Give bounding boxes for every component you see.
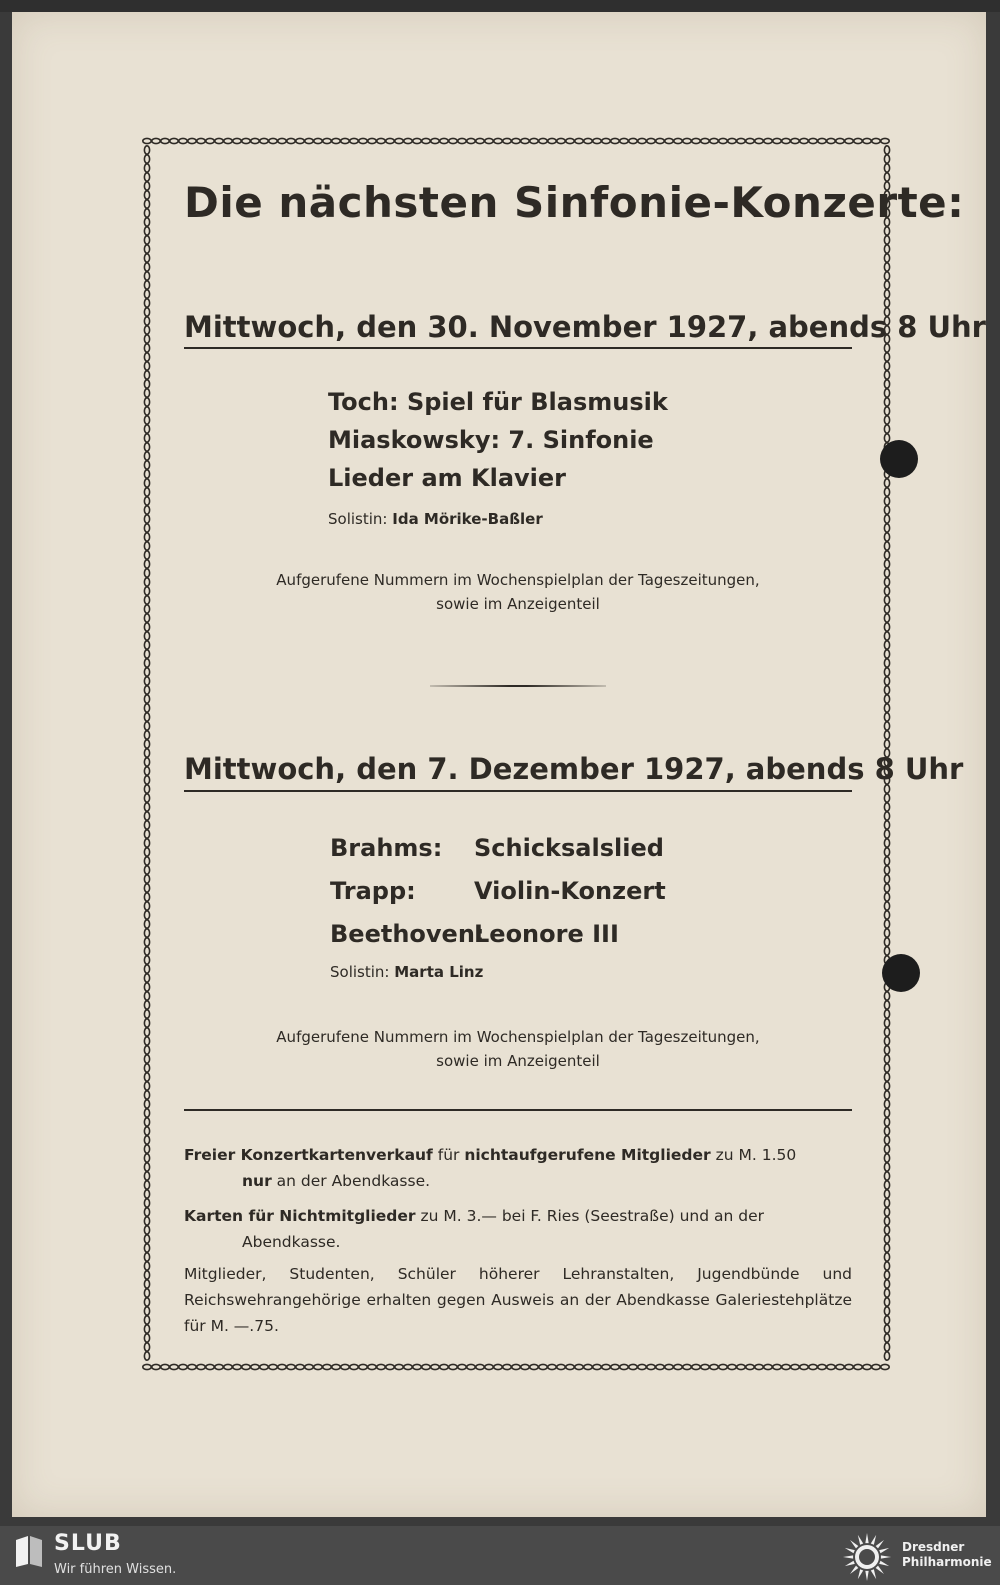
composer: Toch: [328,388,399,416]
concert-2-note [184,1025,852,1073]
scan-top-edge [0,0,1000,12]
concert-1-date: Mittwoch, den 30. November 1927, abends 8 Uhr [184,310,986,344]
info-paragraph-1 [184,1142,852,1194]
note-line-1: Aufgerufene Nummern im Wochenspielplan der Tageszeitungen, [276,1028,760,1046]
info-paragraph-3: Mitglieder, Studenten, Schüler höherer Lehranstalten, Jugendbünde und Reichswehrangehörige erhalten gegen Ausweis an der Abendkasse Galeriestehplätze für M. —.75. [184,1265,852,1335]
info-1-bold-b: nichtaufgerufene Mitglieder [464,1146,711,1164]
concert-2-date: Mittwoch, den 7. Dezember 1927, abends 8 Uhr [184,752,964,786]
dresdner-philharmonie-sun-icon [842,1532,892,1582]
note-line-2: sowie im Anzeigenteil [436,1052,600,1070]
note-line-1: Aufgerufene Nummern im Wochenspielplan der Tageszeitungen, [276,571,760,589]
work: Lieder am Klavier [328,464,567,492]
soloist-label: Solistin: [328,510,388,528]
concert-1-note [184,568,852,616]
info-2-bold: Karten für Nichtmitglieder [184,1207,416,1225]
slub-book-icon [14,1534,44,1568]
brand-line-1: Dresdner [902,1540,965,1554]
info-paragraph-2 [184,1203,852,1255]
concert-1-item-2 [328,426,654,454]
concert-2-item-3-work: Leonore III [474,920,619,948]
info-divider [184,1109,852,1111]
slub-tagline: Wir führen Wissen. [54,1562,177,1577]
page-title: Die nächsten Sinfonie-Konzerte: [184,178,965,227]
concert-2-item-1-composer: Brahms: [330,834,443,862]
concert-2-item-2-composer: Trapp: [330,877,416,905]
soloist-label: Solistin: [330,963,390,981]
slub-brand[interactable]: SLUB [54,1531,122,1556]
info-1-bold-a: Freier Konzertkartenverkauf [184,1146,433,1164]
punch-hole-top [880,440,918,478]
info-1-bold-c: nur [242,1172,272,1190]
concert-1-item-3 [328,464,566,492]
info-1-text-b: zu M. 1.50 [710,1146,797,1164]
concert-1-underline [184,347,852,349]
concert-2-soloist [330,963,483,981]
info-2-text: zu M. 3.— bei F. Ries (Seestraße) und an der [415,1207,764,1225]
note-line-2: sowie im Anzeigenteil [436,595,600,613]
concert-2-item-2-work: Violin-Konzert [474,877,666,905]
concert-2-item-3-composer: Beethoven: [330,920,485,948]
concert-1-soloist [328,510,543,528]
section-separator [430,685,606,687]
info-1-text-c: an der Abendkasse. [271,1172,431,1190]
info-1-text-a: für [432,1146,465,1164]
work: 7. Sinfonie [508,426,654,454]
soloist-name: Marta Linz [394,963,484,981]
work: Spiel für Blasmusik [406,388,668,416]
concert-1-item-1 [328,388,668,416]
punch-hole-bottom [882,954,920,992]
info-2-line-2: Abendkasse. [242,1233,341,1251]
composer: Miaskowsky: [328,426,501,454]
soloist-name: Ida Mörike-Baßler [392,510,543,528]
dresdner-philharmonie-brand[interactable] [902,1540,992,1570]
concert-2-underline [184,790,852,792]
info-1-line-2 [184,1168,852,1194]
concert-2-item-1-work: Schicksalslied [474,834,664,862]
brand-line-2: Philharmonie [902,1555,992,1569]
